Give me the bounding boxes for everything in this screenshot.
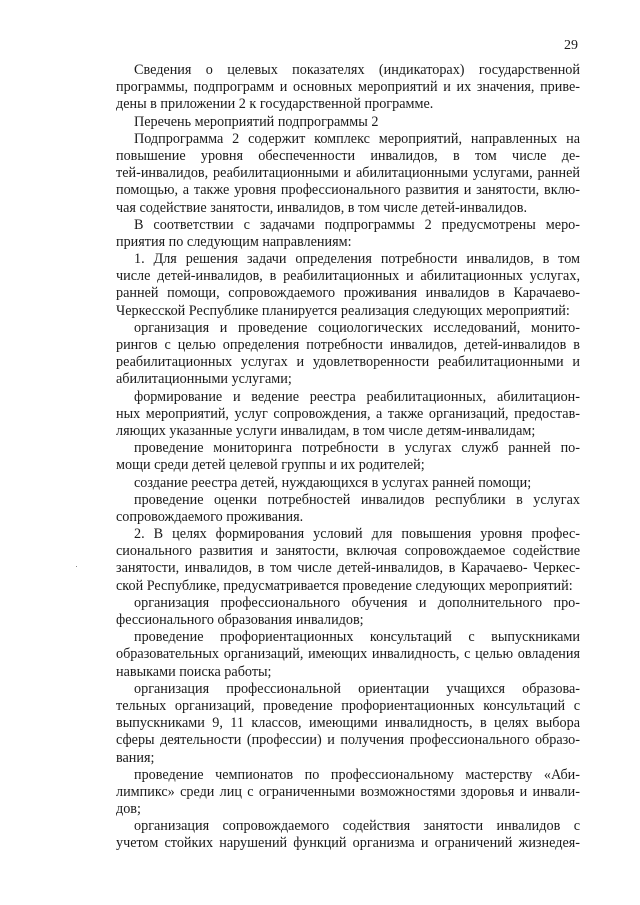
text-line: приятия по следующим направлениям: [116, 233, 352, 250]
text-line: лимпикс» среди лиц с ограниченными возможностями здоровья и инвали- [116, 783, 580, 800]
text-line: проведение мониторинга потребности в услугах служб ранней по- [134, 440, 580, 457]
text-line: вания; [116, 749, 155, 766]
text-line: чая содействие занятости, инвалидов, в том числе детей-инвалидов. [116, 199, 528, 216]
text-line: формирование и ведение реестра реабилитационных, абилитацион- [134, 388, 580, 405]
text-line: организация и проведение социологических исследований, монито- [134, 319, 580, 336]
text-line: абилитационными услугами; [116, 371, 292, 388]
text-line: сионального развития и занятости, включая сопровождаемое содействие [116, 543, 580, 560]
text-line: Перечень мероприятий подпрограммы 2 [134, 113, 379, 130]
text-line: Черкесской Республике планируется реализация следующих мероприятий: [116, 302, 570, 319]
text-line: организация профессионального обучения и дополнительного про- [134, 594, 580, 611]
text-line: повышение уровня обеспеченности инвалидов, в том числе де- [116, 147, 580, 164]
text-line: создание реестра детей, нуждающихся в услугах ранней помощи; [134, 474, 532, 491]
text-line: учетом стойких нарушений функций организма и ограничений жизнедея- [116, 835, 580, 852]
text-line: тельных организаций, проведение профориентационных консультаций с [116, 697, 580, 714]
text-line: дов; [116, 801, 141, 818]
text-line: 2. В целях формирования условий для повышения уровня профес- [134, 526, 580, 543]
text-line: числе детей-инвалидов, в реабилитационных и абилитационных услугах, [116, 268, 580, 285]
text-line: проведение профориентационных консультаций с выпускниками [134, 629, 580, 646]
text-line: 1. Для решения задачи определения потребности инвалидов, в том [134, 251, 580, 268]
text-line: реабилитационных услугах и удовлетворенности реабилитационными и [116, 354, 580, 371]
text-line: дены в приложении 2 к государственной программе. [116, 96, 434, 113]
text-line: ранней помощи, сопровождаемого проживания инвалидов в Карачаево- [116, 285, 580, 302]
text-line: рингов с целью определения потребности инвалидов, детей-инвалидов в [116, 337, 580, 353]
text-line: фессионального образования инвалидов; [116, 612, 364, 628]
text-line: ской Республике, предусматривается проведение следующих мероприятий: [116, 577, 573, 594]
text-line: Сведения о целевых показателях (индикаторах) государственной [134, 62, 580, 78]
text-line: выпускниками 9, 11 классов, имеющими инвалидность, в целях выбора [116, 715, 580, 732]
text-line: проведение оценки потребностей инвалидов республики в услугах [134, 491, 580, 508]
text-line: сферы деятельности (профессии) и получения профессионального образо- [116, 732, 580, 749]
text-line: тей-инвалидов, реабилитационными и абилитационными услугами, ранней [116, 165, 580, 182]
page-number: 29 [564, 38, 578, 53]
text-line: Подпрограмма 2 содержит комплекс мероприятий, направленных на [134, 130, 580, 147]
text-line: ных мероприятий, услуг сопровождения, а также организаций, предостав- [116, 405, 580, 422]
text-line: сопровождаемого проживания. [116, 508, 304, 525]
text-line: навыками поиска работы; [116, 663, 272, 680]
text-line: занятости, инвалидов, в том числе детей-инвалидов, в Карачаево- Черкес- [116, 560, 580, 577]
text-line: проведение чемпионатов по профессиональному мастерству «Аби- [134, 766, 580, 783]
text-line: ляющих указанные услуги инвалидам, в том числе детям-инвалидам; [116, 422, 536, 439]
text-line: программы, подпрограмм и основных мероприятий и их значения, приве- [116, 79, 580, 96]
text-line: организация профессиональной ориентации учащихся образова- [134, 680, 580, 697]
document-body [116, 62, 580, 853]
text-line: В соответствии с задачами подпрограммы 2 предусмотрены меро- [134, 216, 580, 233]
text-line: организация сопровождаемого содействия занятости инвалидов с [134, 818, 580, 835]
scan-artifact-dot [76, 566, 77, 567]
text-line: помощью, а также уровня профессионального развития и занятости, вклю- [116, 182, 580, 199]
text-line: образовательных организаций, имеющих инвалидность, с целью овладения [116, 646, 580, 663]
text-line: мощи среди детей целевой группы и их родителей; [116, 457, 425, 474]
